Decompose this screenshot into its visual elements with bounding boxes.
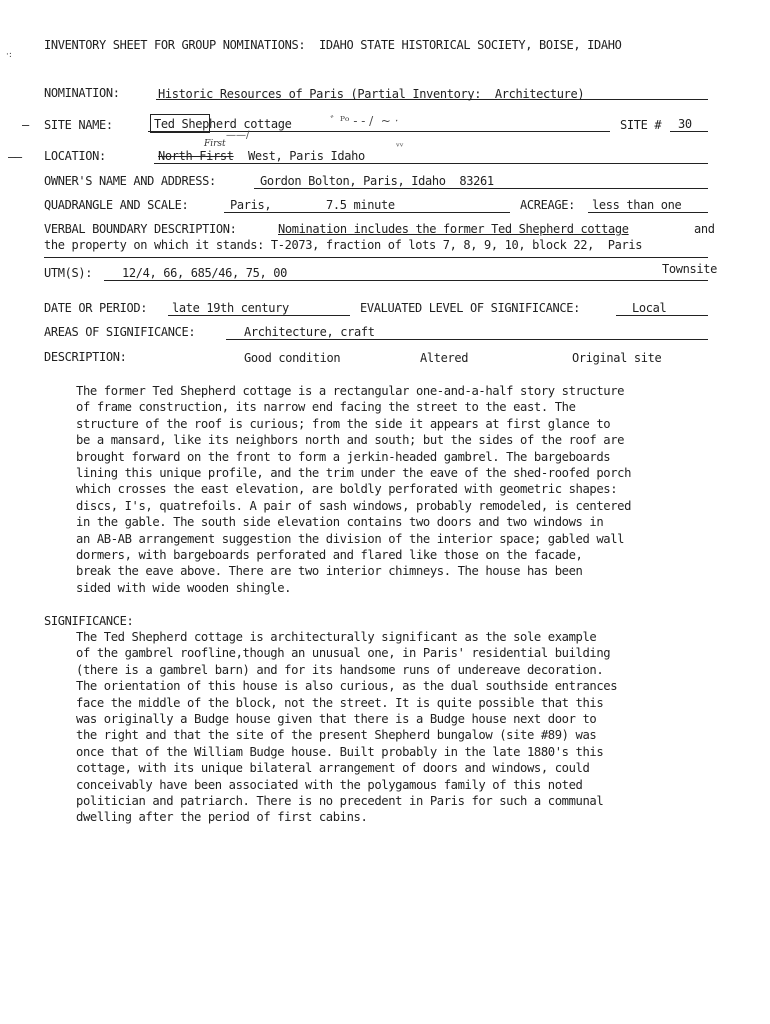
date-label: DATE OR PERIOD:: [44, 301, 148, 315]
date-value: late 19th century: [172, 301, 289, 315]
owner-label: OWNER'S NAME AND ADDRESS:: [44, 174, 216, 188]
scale-value: 7.5 minute: [326, 198, 395, 212]
areas-value: Architecture, craft: [244, 325, 375, 339]
quad-label: QUADRANGLE AND SCALE:: [44, 198, 189, 212]
utm-label: UTM(S):: [44, 266, 93, 280]
location-value: West, Paris Idaho: [248, 149, 365, 163]
owner-value: Gordon Bolton, Paris, Idaho 83261: [260, 174, 494, 188]
evaluated-value: Local: [632, 301, 667, 315]
condition-good: Good condition: [244, 351, 341, 365]
areas-label: AREAS OF SIGNIFICANCE:: [44, 325, 196, 339]
verbal-rule: [44, 257, 708, 258]
location-rule: [154, 163, 708, 164]
margin-mark: ·:: [6, 50, 12, 60]
utm-value: 12/4, 66, 685/46, 75, 00: [122, 266, 287, 280]
quad-rule: [224, 212, 510, 213]
significance-text: The Ted Shepherd cottage is architecturally significant as the sole example of the gambrel roofline,though an unusual one, in Paris' residential building (there is a gambrel barn) and for its handsome runs of undereave decoration. The orientation of this house is also curious, as the dual southside entrances face the middle of the block, not the street. It is quite possible that this was originally a Budge house given that there is a Budge house next door to the right and that the site of the present Shepherd bungalow (site #89) was once that of the William Budge house. Built probably in the late 1880's this cottage, with its unique bilateral arrangement of doors and windows, could conceivably have been associated with the polygamous family of this noted politician and patriarch. There is no precedent in Paris for such a communal dwelling after the period of first cabins.: [76, 630, 618, 825]
acreage-label: ACREAGE:: [520, 198, 575, 212]
location-handwritten-insert: First: [204, 139, 226, 149]
quad-value: Paris,: [230, 198, 272, 212]
description-label: DESCRIPTION:: [44, 350, 127, 364]
sheet-title: INVENTORY SHEET FOR GROUP NOMINATIONS: IDAHO STATE HISTORICAL SOCIETY, BOISE, IDAHO: [44, 38, 622, 52]
date-rule: [168, 315, 350, 316]
areas-rule: [226, 339, 708, 340]
location-label: LOCATION:: [44, 149, 106, 163]
location-struck: North First: [158, 149, 234, 163]
site-num-rule: [670, 131, 708, 132]
site-name-rule: [148, 131, 610, 132]
site-num-value: 30: [678, 117, 692, 131]
location-mark-2: ᵛᵛ: [396, 142, 404, 153]
handwritten-annotation: ﾞ ᴾᵒ - - / ~ ˑ: [330, 114, 399, 128]
significance-label: SIGNIFICANCE:: [44, 614, 134, 628]
location-mark: ——: [8, 150, 22, 164]
evaluated-label: EVALUATED LEVEL OF SIGNIFICANCE:: [360, 301, 580, 315]
acreage-rule: [588, 212, 708, 213]
site-num-label: SITE #: [620, 118, 662, 132]
owner-rule: [254, 188, 708, 189]
nomination-label: NOMINATION:: [44, 86, 120, 100]
verbal-value-2: the property on which it stands: T-2073, fraction of lots 7, 8, 9, 10, block 22, Paris: [44, 238, 643, 252]
site-name-label-text: SITE NAME:: [44, 118, 113, 132]
site-name-value: Ted Shepherd cottage: [154, 117, 292, 131]
utm-rule: [104, 280, 708, 281]
nomination-value: Historic Resources of Paris (Partial Inventory: Architecture): [158, 87, 585, 101]
description-text: The former Ted Shepherd cottage is a rectangular one-and-a-half story structure of frame construction, its narrow end facing the street to the east. The structure of the roof is curious; from the side it appears at first glance to be a mansard, like its neighbors north and south; but the sides of the roof are brought forward on the front to form a jerkin-headed gambrel. The bargeboards lining this unique profile, and the trim under the eave of the shed-roofed porch which crosses the east elevation, are boldly perforated with geometric shapes: discs, I's, quatrefoils. A pair of sash windows, probably remodeled, is centered in the gable. The south side elevation contains two doors and two windows in an AB-AB arrangement suggestion the division of the interior space; gabled wall dormers, with bargeboards perforated and flared like those on the facade, break the eave above. There are two interior chimneys. The house has been sided with wide wooden shingle.: [76, 384, 631, 595]
evaluated-rule: [616, 315, 708, 316]
handwritten-mark: ——/: [226, 130, 250, 141]
verbal-label: VERBAL BOUNDARY DESCRIPTION:: [44, 222, 237, 236]
site-name-label: —: [22, 118, 29, 132]
verbal-value-1: Nomination includes the former Ted Shepherd cottage: [278, 222, 629, 236]
condition-altered: Altered: [420, 351, 469, 365]
verbal-value-3: Townsite: [662, 262, 717, 276]
verbal-value-1b: and: [694, 222, 715, 236]
acreage-value: less than one: [592, 198, 682, 212]
condition-original-site: Original site: [572, 351, 662, 365]
